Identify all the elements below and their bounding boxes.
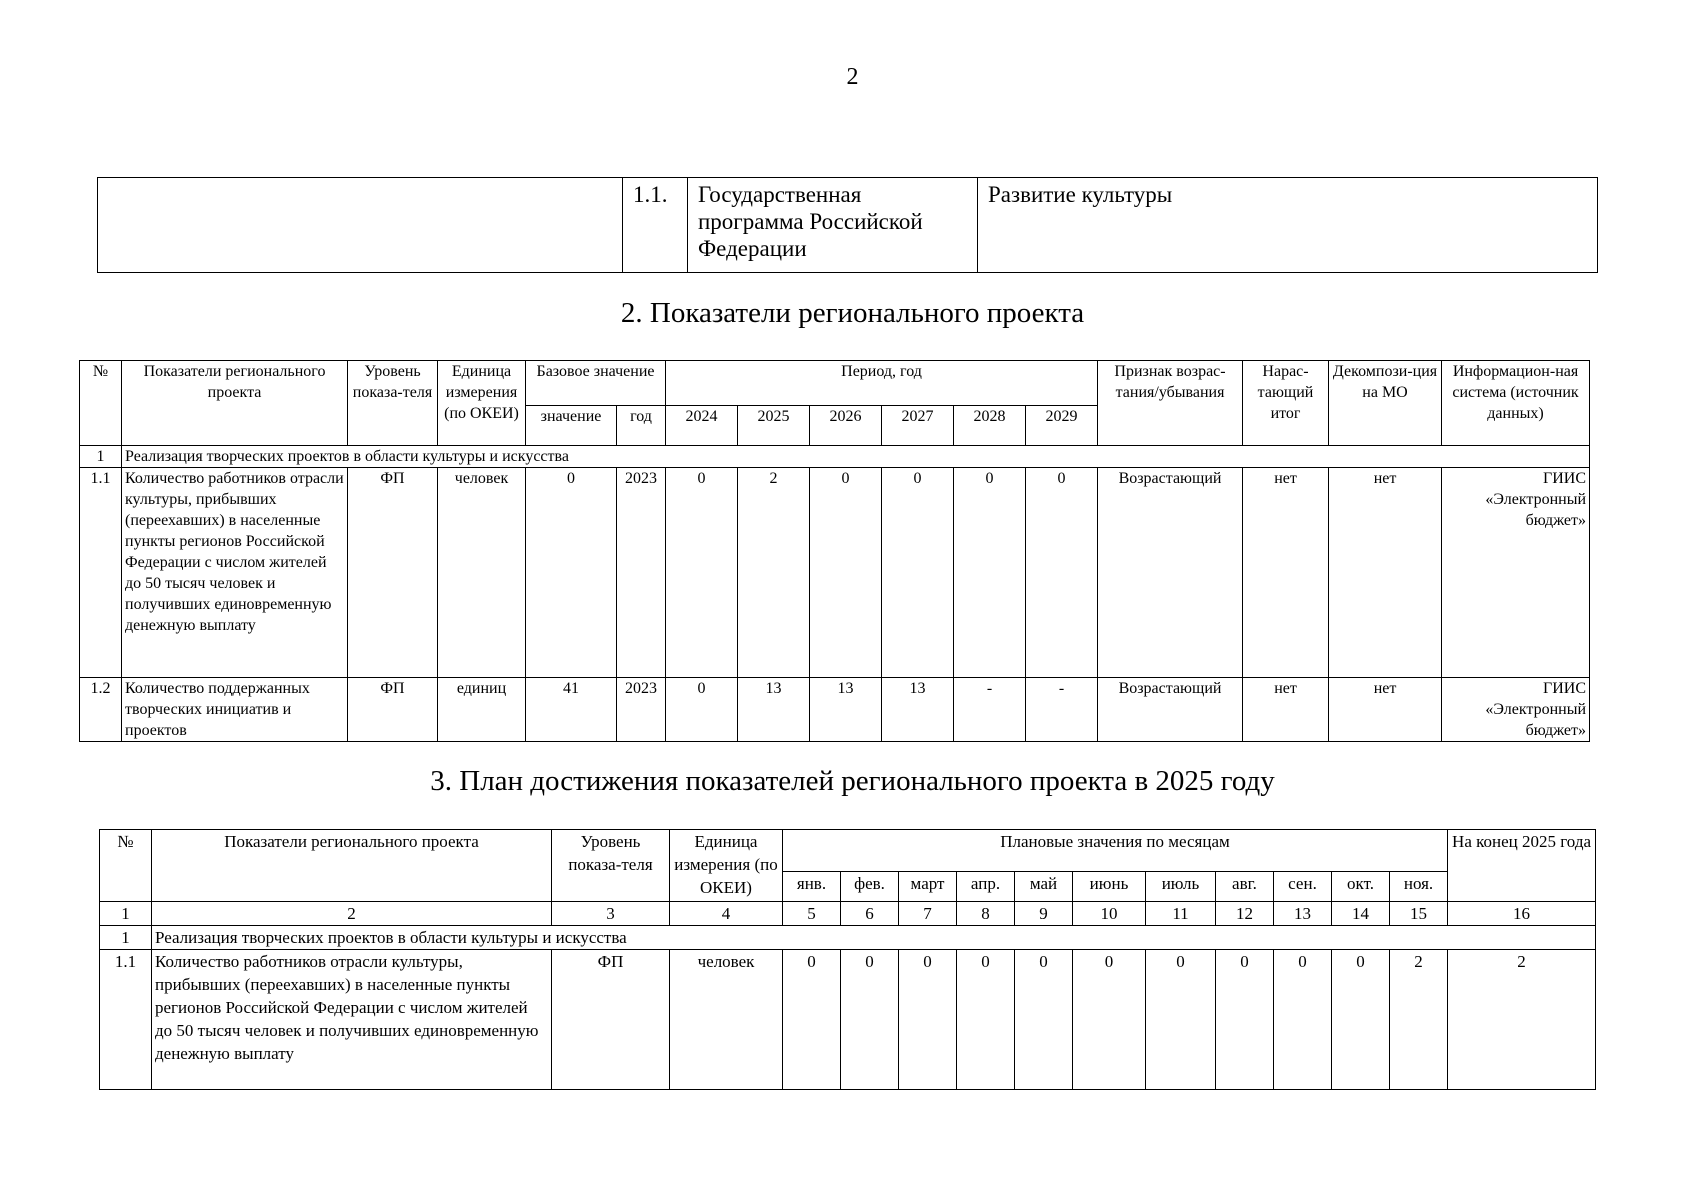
ind-row-num: 1.2 bbox=[80, 678, 122, 742]
plan-row-month-value: 0 bbox=[841, 950, 899, 1090]
ind-row-trend: Возрастающий bbox=[1098, 678, 1243, 742]
ind-header-level: Уровень показа-теля bbox=[348, 361, 438, 446]
ind-header-num: № bbox=[80, 361, 122, 446]
plan-row-level: ФП bbox=[552, 950, 670, 1090]
plan-column-number: 5 bbox=[783, 902, 841, 926]
ind-row-decomposition: нет bbox=[1329, 678, 1442, 742]
plan-column-number: 14 bbox=[1332, 902, 1390, 926]
plan-row-month-value: 0 bbox=[899, 950, 957, 1090]
program-label: Государственная программа Российской Федерации bbox=[688, 178, 978, 273]
plan-header-monthly: Плановые значения по месяцам bbox=[783, 830, 1448, 872]
ind-row-trend: Возрастающий bbox=[1098, 468, 1243, 678]
ind-header-base: Базовое значение bbox=[526, 361, 666, 406]
plan-row-month-value: 0 bbox=[957, 950, 1015, 1090]
plan-row-num: 1.1 bbox=[100, 950, 152, 1090]
ind-row-year-value: 0 bbox=[810, 468, 882, 678]
table-row bbox=[80, 468, 1590, 678]
ind-row-info-system: ГИИС «Электронный бюджет» bbox=[1442, 468, 1590, 678]
program-empty-cell bbox=[98, 178, 623, 273]
ind-header-unit: Единица измерения (по ОКЕИ) bbox=[438, 361, 526, 446]
ind-row-year-value: 0 bbox=[954, 468, 1026, 678]
ind-row-cumulative: нет bbox=[1243, 678, 1329, 742]
section2-title: 2. Показатели регионального проекта bbox=[620, 297, 1085, 329]
plan-header-month: янв. bbox=[783, 872, 841, 902]
ind-group-title: Реализация творческих проектов в области культуры и искусства bbox=[122, 446, 1590, 468]
ind-row-indicator: Количество работников отрасли культуры, прибывших (переехавших) в населенные пункты регионов Российской Федерации с числом жителей до 50 тысяч человек и получивших единовременную денежную выплату bbox=[122, 468, 348, 678]
ind-row-year-value: 13 bbox=[738, 678, 810, 742]
plan-column-number: 12 bbox=[1216, 902, 1274, 926]
plan-column-number: 3 bbox=[552, 902, 670, 926]
ind-header-trend: Признак возрас-тания/убывания bbox=[1098, 361, 1243, 446]
plan-column-number: 7 bbox=[899, 902, 957, 926]
ind-row-unit: единиц bbox=[438, 678, 526, 742]
ind-row-unit: человек bbox=[438, 468, 526, 678]
plan-row-month-value: 0 bbox=[1332, 950, 1390, 1090]
page-number: 2 bbox=[846, 64, 859, 90]
ind-row-level: ФП bbox=[348, 468, 438, 678]
program-table bbox=[97, 177, 1598, 273]
ind-header-indicator: Показатели регионального проекта bbox=[122, 361, 348, 446]
plan-header-unit: Единица измерения (по ОКЕИ) bbox=[670, 830, 783, 902]
plan-row-year-end: 2 bbox=[1448, 950, 1596, 1090]
ind-header-base-year: год bbox=[617, 406, 666, 446]
ind-row-year-value: 13 bbox=[810, 678, 882, 742]
plan-header-month: июнь bbox=[1073, 872, 1146, 902]
plan-header-month: март bbox=[899, 872, 957, 902]
plan-row-month-value: 0 bbox=[1073, 950, 1146, 1090]
plan-header-month: май bbox=[1015, 872, 1073, 902]
plan-column-numbers-row bbox=[100, 902, 1596, 926]
ind-row-indicator: Количество поддержанных творческих инициатив и проектов bbox=[122, 678, 348, 742]
plan-header-month: окт. bbox=[1332, 872, 1390, 902]
plan-column-number: 6 bbox=[841, 902, 899, 926]
plan-group-title: Реализация творческих проектов в области культуры и искусства bbox=[152, 926, 1596, 950]
plan-row-month-value: 0 bbox=[1274, 950, 1332, 1090]
plan-column-number: 11 bbox=[1146, 902, 1216, 926]
ind-row-year-value: 0 bbox=[666, 468, 738, 678]
plan-header-month: ноя. bbox=[1390, 872, 1448, 902]
plan-row-month-value: 2 bbox=[1390, 950, 1448, 1090]
ind-row-year-value: 0 bbox=[666, 678, 738, 742]
section3-title: 3. План достижения показателей регионального проекта в 2025 году bbox=[430, 765, 1275, 797]
plan-group-row bbox=[100, 926, 1596, 950]
ind-row-cumulative: нет bbox=[1243, 468, 1329, 678]
table-row bbox=[100, 950, 1596, 1090]
ind-header-period: Период, год bbox=[666, 361, 1098, 406]
ind-header-decomposition: Декомпози-ция на МО bbox=[1329, 361, 1442, 446]
plan-column-number: 13 bbox=[1274, 902, 1332, 926]
ind-row-year-value: 0 bbox=[1026, 468, 1098, 678]
plan-header-level: Уровень показа-теля bbox=[552, 830, 670, 902]
ind-row-base-value: 41 bbox=[526, 678, 617, 742]
plan-group-num: 1 bbox=[100, 926, 152, 950]
plan-column-number: 2 bbox=[152, 902, 552, 926]
ind-row-year-value: - bbox=[1026, 678, 1098, 742]
plan-header-year-end: На конец 2025 года bbox=[1448, 830, 1596, 902]
ind-row-base-year: 2023 bbox=[617, 468, 666, 678]
plan-header-indicator: Показатели регионального проекта bbox=[152, 830, 552, 902]
ind-row-base-value: 0 bbox=[526, 468, 617, 678]
plan-row-month-value: 0 bbox=[1216, 950, 1274, 1090]
ind-header-year: 2024 bbox=[666, 406, 738, 446]
plan-column-number: 4 bbox=[670, 902, 783, 926]
plan-column-number: 16 bbox=[1448, 902, 1596, 926]
plan-column-number: 1 bbox=[100, 902, 152, 926]
plan-header-month: июль bbox=[1146, 872, 1216, 902]
ind-row-year-value: - bbox=[954, 678, 1026, 742]
plan-row-month-value: 0 bbox=[1146, 950, 1216, 1090]
plan-column-number: 10 bbox=[1073, 902, 1146, 926]
table-row bbox=[80, 678, 1590, 742]
plan-row-month-value: 0 bbox=[783, 950, 841, 1090]
plan-row-month-value: 0 bbox=[1015, 950, 1073, 1090]
ind-row-decomposition: нет bbox=[1329, 468, 1442, 678]
ind-row-year-value: 2 bbox=[738, 468, 810, 678]
ind-header-year: 2029 bbox=[1026, 406, 1098, 446]
plan-row-unit: человек bbox=[670, 950, 783, 1090]
plan-header-month: сен. bbox=[1274, 872, 1332, 902]
indicators-table bbox=[79, 360, 1590, 742]
plan-column-number: 8 bbox=[957, 902, 1015, 926]
ind-row-info-system: ГИИС «Электронный бюджет» bbox=[1442, 678, 1590, 742]
ind-header-year: 2026 bbox=[810, 406, 882, 446]
plan-column-number: 15 bbox=[1390, 902, 1448, 926]
ind-header-info-system: Информацион-ная система (источник данных) bbox=[1442, 361, 1590, 446]
ind-header-cumulative: Нарас-тающий итог bbox=[1243, 361, 1329, 446]
ind-row-year-value: 0 bbox=[882, 468, 954, 678]
ind-row-level: ФП bbox=[348, 678, 438, 742]
ind-header-year: 2028 bbox=[954, 406, 1026, 446]
program-value: Развитие культуры bbox=[978, 178, 1598, 273]
plan-header-month: апр. bbox=[957, 872, 1015, 902]
plan-column-number: 9 bbox=[1015, 902, 1073, 926]
ind-group-row bbox=[80, 446, 1590, 468]
ind-header-year: 2027 bbox=[882, 406, 954, 446]
program-number: 1.1. bbox=[623, 178, 688, 273]
ind-group-num: 1 bbox=[80, 446, 122, 468]
plan-row-indicator: Количество работников отрасли культуры, прибывших (переехавших) в населенные пункты регионов Российской Федерации с числом жителей до 50 тысяч человек и получивших единовременную денежную выплату bbox=[152, 950, 552, 1090]
ind-row-year-value: 13 bbox=[882, 678, 954, 742]
ind-row-base-year: 2023 bbox=[617, 678, 666, 742]
ind-header-year: 2025 bbox=[738, 406, 810, 446]
plan-table bbox=[99, 829, 1596, 1090]
ind-header-base-value: значение bbox=[526, 406, 617, 446]
plan-header-num: № bbox=[100, 830, 152, 902]
plan-header-month: фев. bbox=[841, 872, 899, 902]
plan-header-month: авг. bbox=[1216, 872, 1274, 902]
ind-row-num: 1.1 bbox=[80, 468, 122, 678]
